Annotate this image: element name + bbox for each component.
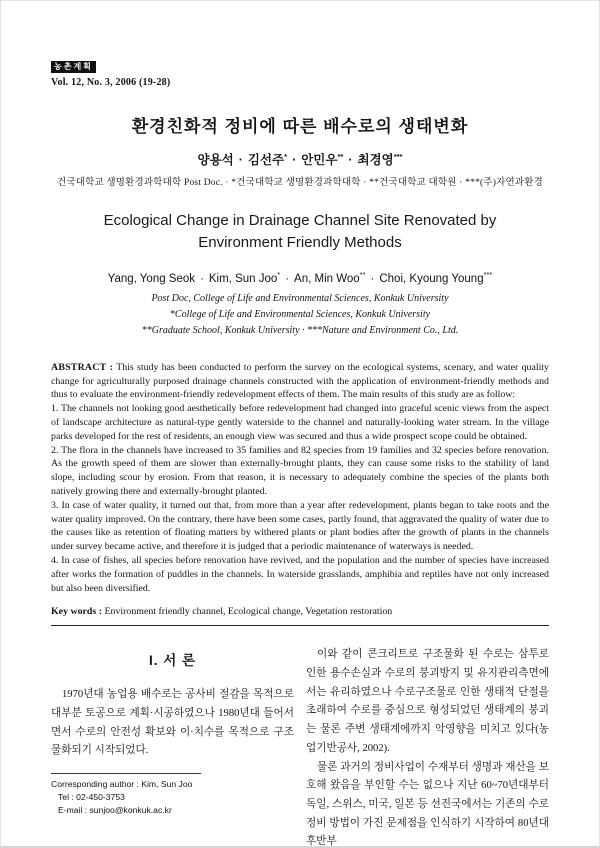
affiliation-en-line: *College of Life and Environmental Sciences, Konkuk University <box>169 308 431 320</box>
footnote-rule <box>51 773 201 774</box>
author-separator: · <box>238 153 243 167</box>
author-name: An, Min Woo** <box>294 270 366 285</box>
section-heading-introduction: I. 서 론 <box>148 653 197 669</box>
author-separator: · <box>200 272 204 285</box>
masthead <box>51 56 549 88</box>
body-paragraph: 1970년대 농업용 배수로는 공사비 절감을 목적으로 대부분 토공으로 계획·시공하였으나 1980년대 들어서면서 수로의 안전성 확보와 이·치수를 목적으로 구조물화되기 시작되었다. <box>51 689 294 757</box>
author-sup: ** <box>359 270 366 279</box>
authors-ko <box>51 150 549 168</box>
author-sup: * <box>284 151 288 161</box>
affiliation-en-line: Post Doc, College of Life and Environmental Sciences, Konkuk University <box>151 292 449 304</box>
corresponding-author-line: Corresponding author : Kim, Sun Joo <box>51 779 193 790</box>
keywords-text: Environment friendly channel, Ecological change, Vegetation restoration <box>104 606 393 618</box>
body-columns <box>51 646 549 848</box>
abstract-item: 1. The channels not looking good aesthetically before redevelopment had changed into graceful scenic views from the aspect of landscape architecture as natural-type gently waterside to the channel and naturally-looking water stream. In the village parks developed for the rest of residents, an enough view was secured and thus a wide prospect scope could be obtained. <box>51 403 549 442</box>
author-name: Yang, Yong Seok <box>107 272 196 285</box>
paper-title-en-line1: Ecological Change in Drainage Channel Site Renovated by <box>103 212 497 229</box>
section-divider <box>51 625 549 626</box>
affiliation-en-line: **Graduate School, Konkuk University · ***Nature and Environment Co., Ltd. <box>141 324 459 336</box>
abstract-item: 4. In case of fishes, all species before renovation have revived, and the population and the number of species have increased after works the formation of puddles in the channels. In waterside grasslands, amphibia and reptiles have not only increased but also been diversified. <box>51 554 549 594</box>
keywords-label: Key words : <box>51 606 103 618</box>
email-line: E-mail : sunjoo@konkuk.ac.kr <box>58 805 172 816</box>
author-name: 안민우** <box>301 151 344 167</box>
paper-title-ko: 환경친화적 정비에 따른 배수로의 생태변화 <box>131 117 469 136</box>
corresponding-author-footnote <box>51 773 294 817</box>
body-paragraph: 물론 과거의 정비사업이 수재부터 생명과 재산을 보호해 왔음을 부인할 수는 없으나 지난 60~70년대부터 독일, 스위스, 미국, 일본 등 선진국에서는 기존의 수로정비 방법이 가진 문제점을 인식하기 시작하여 80년대 후반부 <box>306 761 549 848</box>
author-name: Choi, Kyoung Young*** <box>379 270 493 285</box>
author-sup: * <box>277 270 281 279</box>
author-separator: · <box>348 153 353 167</box>
author-separator: · <box>292 153 297 167</box>
paper-title-en-line2: Environment Friendly Methods <box>198 234 402 251</box>
abstract-intro <box>51 361 549 402</box>
volume-line: Vol. 12, No. 3, 2006 (19-28) <box>51 77 171 88</box>
author-separator: · <box>370 272 375 285</box>
affiliations-en <box>51 291 549 339</box>
abstract-item: 3. In case of water quality, it turned out that, from more than a year after redevelopment, plants began to take roots and the water quality improved. On the contrary, there have been some cases, partly found, that aggravated the quality of water due to the causes like as retention of floating matters by withered plants or plant bodies after the growth of plants in the channels under survey became active, and therefore it is judged that a periodic maintenance of waterways is needed. <box>51 499 549 553</box>
author-sup: *** <box>483 270 493 279</box>
author-name: 최경영*** <box>357 151 403 167</box>
journal-badge: 농촌계획 <box>51 61 96 73</box>
abstract-item: 2. The flora in the channels have increased to 35 families and 82 species from 19 families and 32 species before renovation. As the growth speed of them are slower than externally-brought plants, they can cause some risks to the stability of land slope, including scour by erosion. From that reason, it is necessary to adequately combine the species of the plants both natively growing there and externally-brought planted. <box>51 444 549 497</box>
left-column <box>51 646 294 817</box>
body-paragraph: 이와 같이 콘크리트로 구조물화 된 수로는 삼투로 인한 용수손실과 수로의 붕괴방지 및 유지관리측면에서는 유리하였으나 수로구조물로 인한 생태적 단절을 초래하여 수로를 중심으로 형성되었던 생태계의 붕괴는 물론 주변 생태계에까지 악영향을 미치고 있다(농업기반공사, 2002). <box>306 649 549 754</box>
author-name: 김선주* <box>247 151 288 167</box>
author-sup: ** <box>337 151 344 161</box>
affiliation-ko: 건국대학교 생명환경과학대학 Post Doc. · *건국대학교 생명환경과학대학 · **건국대학교 대학원 · ***(주)자연과환경 <box>56 178 544 188</box>
abstract <box>51 361 549 596</box>
author-name: 양용석 <box>197 153 234 167</box>
right-column <box>306 646 549 848</box>
paper-title-en <box>51 210 549 254</box>
author-separator: · <box>285 272 290 285</box>
tel-line: Tel : 02-450-3753 <box>58 792 125 803</box>
author-name: Kim, Sun Joo* <box>208 270 281 285</box>
authors-en <box>51 270 549 285</box>
abstract-intro-text: This study has been conducted to perform the survey on the ecological systems, scenary, and water quality change for agriculturally purposed drainage channels constructed with the application of environment-friendly methods and thus to evaluate the environment-friendly redevelopment effects of them. The main results of this study are as follow: <box>51 361 549 401</box>
keywords <box>51 606 549 617</box>
abstract-label: ABSTRACT : <box>51 361 114 373</box>
author-sup: *** <box>393 151 403 161</box>
